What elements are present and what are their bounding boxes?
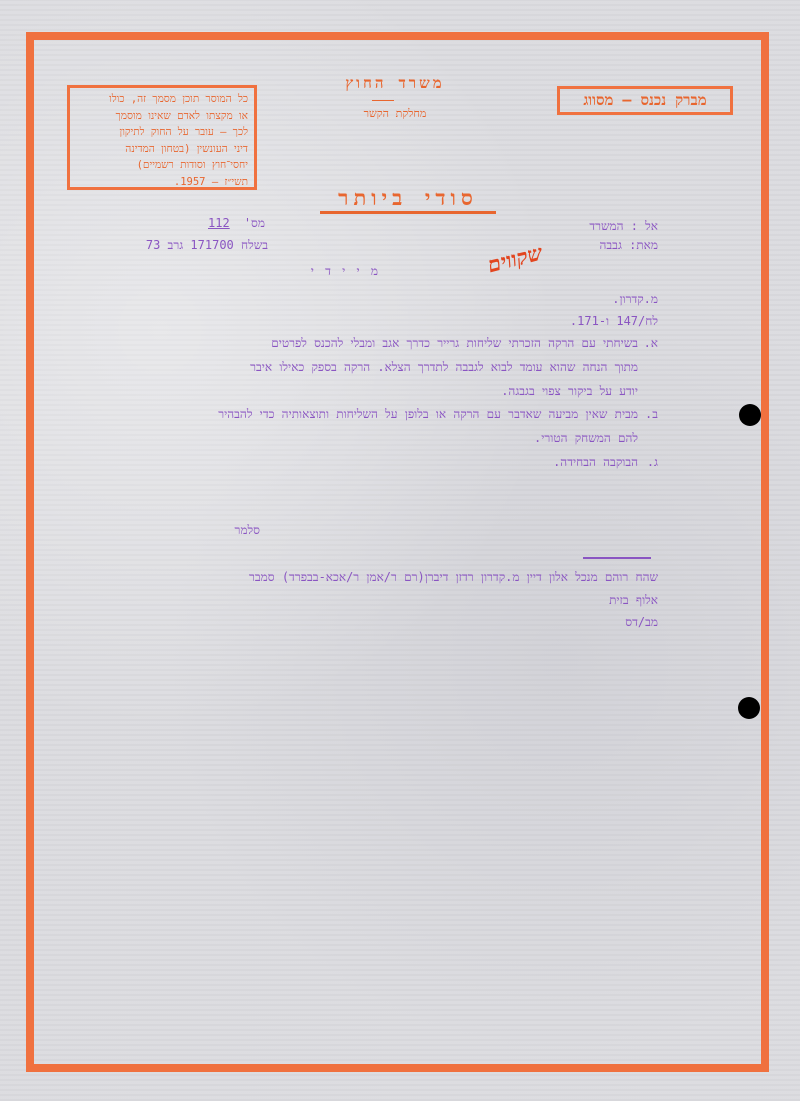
ministry-divider (372, 100, 394, 101)
message-number: 112 (208, 216, 230, 230)
classification-heading: סודי ביותר (338, 186, 478, 210)
header-to: אל : המשרד (589, 219, 658, 233)
paragraph-marker: ג. (646, 455, 658, 469)
addressee: מ.קדרון. (612, 292, 658, 306)
security-notice-line: יחסי־חוץ וסודות רשמיים) (136, 159, 248, 171)
department-name: מחלקת הקשר (363, 107, 427, 120)
punch-hole (738, 697, 760, 719)
security-notice-box (67, 85, 257, 190)
paragraph-marker: ב. (644, 407, 658, 421)
distribution-line: שהח רוהם מנכל אלון דיין מ.קדרון רדזן דיברן(רם ר/אמן ר/אכא-בבפרד) סמבר (248, 570, 658, 584)
paragraph-line: להם המשחק הטורי. (534, 431, 638, 445)
message-number-label: מס' (243, 216, 265, 230)
punch-hole (739, 404, 761, 426)
paragraph-line: מבית שאין מביעה שאדבר עם הרקה או בלופן על השליחות ותוצאותיה כדי להבהיר (218, 407, 638, 421)
header-from: מאת: גבבה (599, 238, 658, 252)
security-notice-line: או מקצתו לאדם שאינו מוסמך (115, 109, 248, 122)
security-notice-line: כל המוסר תוכן מסמך זה, כולו (109, 93, 248, 105)
urgency-label: מ י י ד י (310, 264, 380, 278)
security-notice-line: לכך — עובר על החוק לתיקון (119, 126, 248, 138)
paragraph-line: מתוך הנחה שהוא עומד לבוא לגבבה לתדרך הצלא. הרקה בספק כאילו איבר (250, 360, 638, 374)
security-notice-line: דיני העונשין (בטחון המדינה (125, 142, 248, 155)
paragraph-line: יודע על ביקור צפוי בגבגה. (501, 384, 638, 398)
distribution-line: מב/דס (625, 615, 658, 629)
incoming-cable-stamp: מברק נכנס – מסווג (557, 86, 733, 115)
distribution-divider (583, 557, 651, 559)
ministry-name: משרד החוץ (345, 74, 445, 92)
paragraph-line: בשיחתי עם הרקה הזכרתי שליחות גרייר כדרך אגב ומבלי להכנס לפרטים (271, 336, 638, 350)
handwritten-note: שקווים (484, 239, 545, 278)
security-notice-line: תשי״ז — 1957. (173, 175, 248, 188)
distribution-line: אלוף בזית (609, 593, 658, 607)
classification-underline (320, 211, 496, 214)
paragraph-marker: א. (643, 336, 658, 350)
signature: סלמר (234, 523, 260, 537)
paragraph-line: הבוקבה הבחידה. (553, 455, 638, 469)
dispatch-line: בשלח 171700 גרב 73 (145, 238, 268, 252)
reference-line: לח/147 ו-171. (569, 314, 658, 328)
